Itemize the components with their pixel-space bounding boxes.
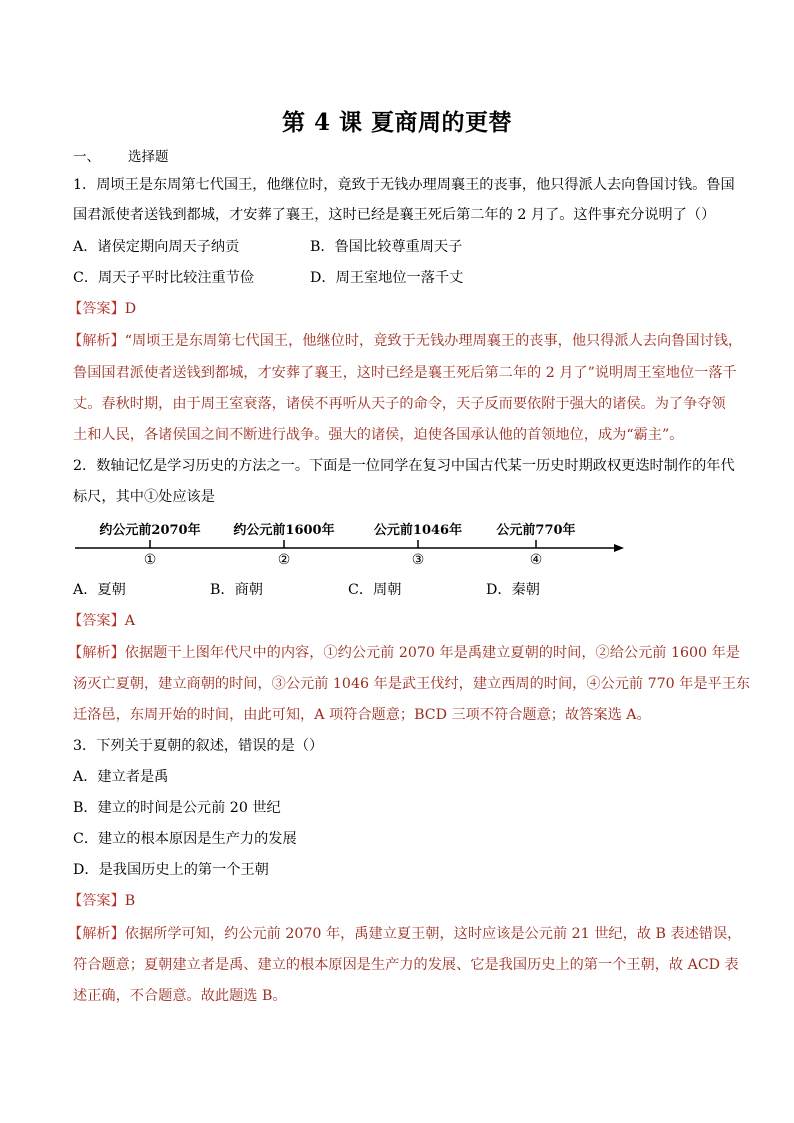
q3-answer-value: B	[124, 893, 136, 909]
q2-answer-tag: 【答案】	[68, 613, 125, 629]
q2-analysis-line-2: 汤灭亡夏朝，建立商朝的时间，③公元前 1046 年是武王伐纣，建立西周的时间，④公元前 770 年是平王东	[73, 676, 751, 692]
page-title: 第 4 课 夏商周的更替	[281, 109, 513, 136]
q1-answer	[68, 299, 136, 319]
q3-option-d: D．是我国历史上的第一个王朝	[73, 862, 269, 878]
timeline-diagram	[70, 515, 630, 570]
q3-answer-tag: 【答案】	[68, 893, 125, 909]
q1-analysis-line-2: 鲁国国君派使者送钱到都城，才安葬了襄王，这时已经是襄王死后第二年的 2 月了”说明周王室地位一落千	[73, 365, 737, 381]
q1-stem-line-1: 1．周顷王是东周第七代国王，他继位时，竟致于无钱办理周襄王的丧事，他只得派人去向鲁国讨钱。鲁国	[73, 177, 735, 193]
q2-answer-value: A	[124, 613, 136, 629]
q2-analysis-text-1: 依据题干上图年代尺中的内容，①约公元前 2070 年是禹建立夏朝的时间，②给公元前 1600 年是	[124, 645, 740, 661]
q2-answer	[68, 611, 135, 631]
q1-answer-tag: 【答案】	[68, 301, 125, 317]
q2-stem-line-2: 标尺，其中①处应该是	[73, 489, 215, 505]
timeline-arrow	[614, 544, 624, 552]
timeline-label-2: 约公元前1600年	[233, 523, 335, 538]
q1-analysis-line-1	[68, 331, 742, 351]
q1-option-d: D．周王室地位一落千丈	[310, 270, 464, 286]
q2-analysis-line-1	[68, 643, 740, 663]
q1-analysis-line-4: 土和人民，各诸侯国之间不断进行战争。强大的诸侯，迫使各国承认他的首领地位，成为“霸主”。	[73, 427, 684, 443]
timeline-label-3: 公元前1046年	[373, 523, 463, 538]
q2-option-c: C．周朝	[348, 582, 402, 598]
timeline-label-1: 约公元前2070年	[99, 523, 201, 538]
q3-analysis-tag: 【解析】	[68, 926, 125, 942]
q1-analysis-text-1: “周顷王是东周第七代国王，他继位时，竟致于无钱办理周襄王的丧事，他只得派人去向鲁国讨钱，	[124, 333, 743, 349]
q3-option-b: B．建立的时间是公元前 20 世纪	[73, 800, 281, 816]
timeline-marker-1: ①	[143, 552, 157, 568]
q2-option-a: A．夏朝	[73, 582, 126, 598]
q3-analysis-text-1: 依据所学可知，约公元前 2070 年，禹建立夏王朝，这时应该是公元前 21 世纪，故 B 表述错误，	[124, 926, 742, 942]
q1-option-a: A．诸侯定期向周天子纳贡	[73, 239, 240, 255]
q2-analysis-line-3: 迁洛邑，东周开始的时间，由此可知，A 项符合题意；BCD 三项不符合题意；故答案选 A。	[73, 707, 651, 723]
q2-option-d: D．秦朝	[486, 582, 540, 598]
section-label: 选择题	[128, 149, 169, 165]
q3-analysis-line-1	[68, 924, 741, 944]
timeline-marker-4: ④	[529, 552, 543, 568]
q3-analysis-line-2: 符合题意；夏朝建立者是禹、建立的根本原因是生产力的发展、它是我国历史上的第一个王朝，故 ACD 表	[73, 957, 739, 973]
q3-option-c: C．建立的根本原因是生产力的发展	[73, 831, 297, 847]
q2-option-b: B．商朝	[210, 582, 263, 598]
q1-analysis-tag: 【解析】	[68, 333, 125, 349]
q2-stem-line-1: 2．数轴记忆是学习历史的方法之一。下面是一位同学在复习中国古代某一历史时期政权更迭时制作的年代	[73, 458, 735, 474]
timeline-marker-2: ②	[277, 552, 291, 568]
q1-analysis-line-3: 丈。春秋时期，由于周王室衰落，诸侯不再听从天子的命令，天子反而要依附于强大的诸侯。为了争夺领	[73, 396, 726, 412]
q1-option-b: B．鲁国比较尊重周天子	[310, 239, 463, 255]
q3-analysis-line-3: 述正确，不合题意。故此题选 B。	[73, 988, 287, 1004]
q1-answer-value: D	[124, 301, 137, 317]
q3-stem: 3．下列关于夏朝的叙述，错误的是（）	[73, 738, 324, 754]
timeline-marker-3: ③	[411, 552, 425, 568]
timeline-label-4: 公元前770年	[496, 523, 576, 538]
section-number: 一、	[73, 149, 100, 165]
q3-answer	[68, 891, 135, 911]
q1-stem-line-2: 国君派使者送钱到都城，才安葬了襄王，这时已经是襄王死后第二年的 2 月了。这件事充分说明了（）	[73, 207, 716, 223]
q1-option-c: C．周天子平时比较注重节俭	[73, 270, 255, 286]
q3-option-a: A．建立者是禹	[73, 769, 169, 785]
q2-analysis-tag: 【解析】	[68, 645, 125, 661]
